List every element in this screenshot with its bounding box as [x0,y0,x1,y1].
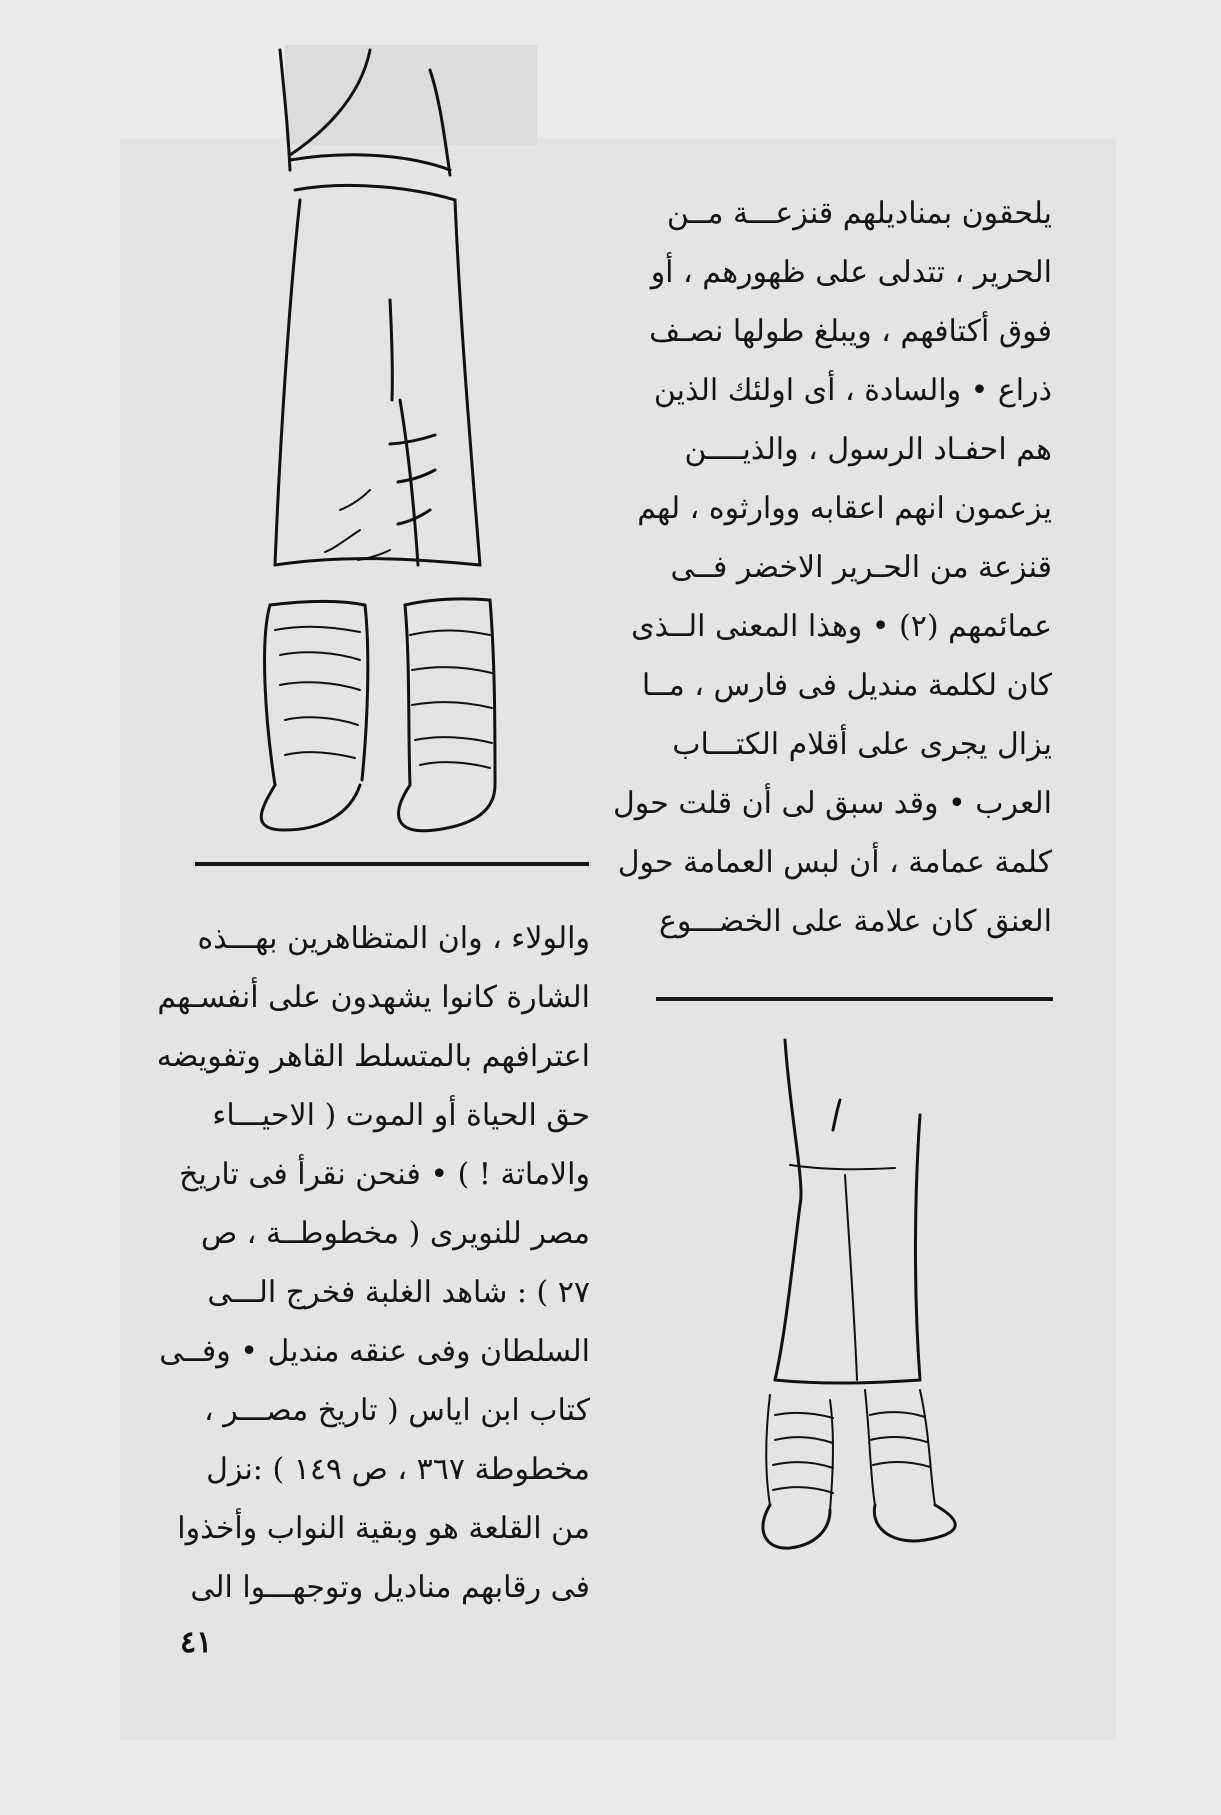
text-line: كان لكلمة منديل فى فارس ، مــا [641,668,1052,703]
text-line: يزعمون انهم اعقابه ووارثوه ، لهم [637,491,1052,526]
text-line: السلطان وفى عنقه منديل • وفــى [159,1334,590,1369]
text-line: الحرير ، تتدلى على ظهورهم ، أو [650,255,1052,290]
text-line: والولاء ، وان المتظاهرين بهـــذه [197,921,590,956]
text-line: اعترافهم بالمتسلط القاهر وتفويضه [156,1039,590,1074]
text-line: العرب • وقد سبق لى أن قلت حول [612,786,1052,821]
text-line: فوق أكتافهم ، ويبلغ طولها نصـف [649,314,1052,349]
text-line: هم احفـاد الرسول ، والذيــــن [684,432,1052,467]
text-line: يلحقون بمناديلهم قنزعـــة مــن [666,196,1052,231]
text-line: الشارة كانوا يشهدون على أنفسـهم [157,980,590,1015]
illustration-robed-figure-bottom [745,1035,1005,1555]
text-line: كلمة عمامة ، أن لبس العمامة حول [617,845,1052,880]
text-line: فى رقابهم مناديل وتوجهـــوا الى [190,1570,590,1605]
text-line: مخطوطة ٣٦٧ ، ص ١٤٩ ) :نزل [206,1452,590,1487]
text-line: عمائمهم (٢) • وهذا المعنى الــذى [631,609,1052,644]
text-line: ٢٧ ) : شاهد الغلبة فخرج الـــى [207,1275,590,1310]
text-line: مصر للنويرى ( مخطوطــة ، ص [200,1216,590,1251]
text-line: ذراع • والسادة ، أى اولئك الذين [653,373,1052,408]
text-column-left [156,909,590,1617]
page-number: ٤١ [180,1625,213,1660]
text-line: يزال يجرى على أقلام الكتـــاب [672,727,1052,762]
text-line: العنق كان علامة على الخضـــوع [658,904,1052,939]
text-line: كتاب ابن اياس ( تاريخ مصـــر ، [204,1393,590,1428]
separator-rule-left [195,862,589,866]
text-line: حق الحياة أو الموت ( الاحيـــاء [212,1098,590,1133]
separator-rule-right [656,997,1053,1001]
text-column-right [612,184,1052,951]
text-line: قنزعة من الحـرير الاخضر فــى [670,550,1052,585]
text-line: من القلعة هو وبقية النواب وأخذوا [177,1511,590,1546]
text-line: والاماتة ! ) • فنحن نقرأ فى تاريخ [179,1157,590,1192]
illustration-robed-figure-top [240,40,560,830]
